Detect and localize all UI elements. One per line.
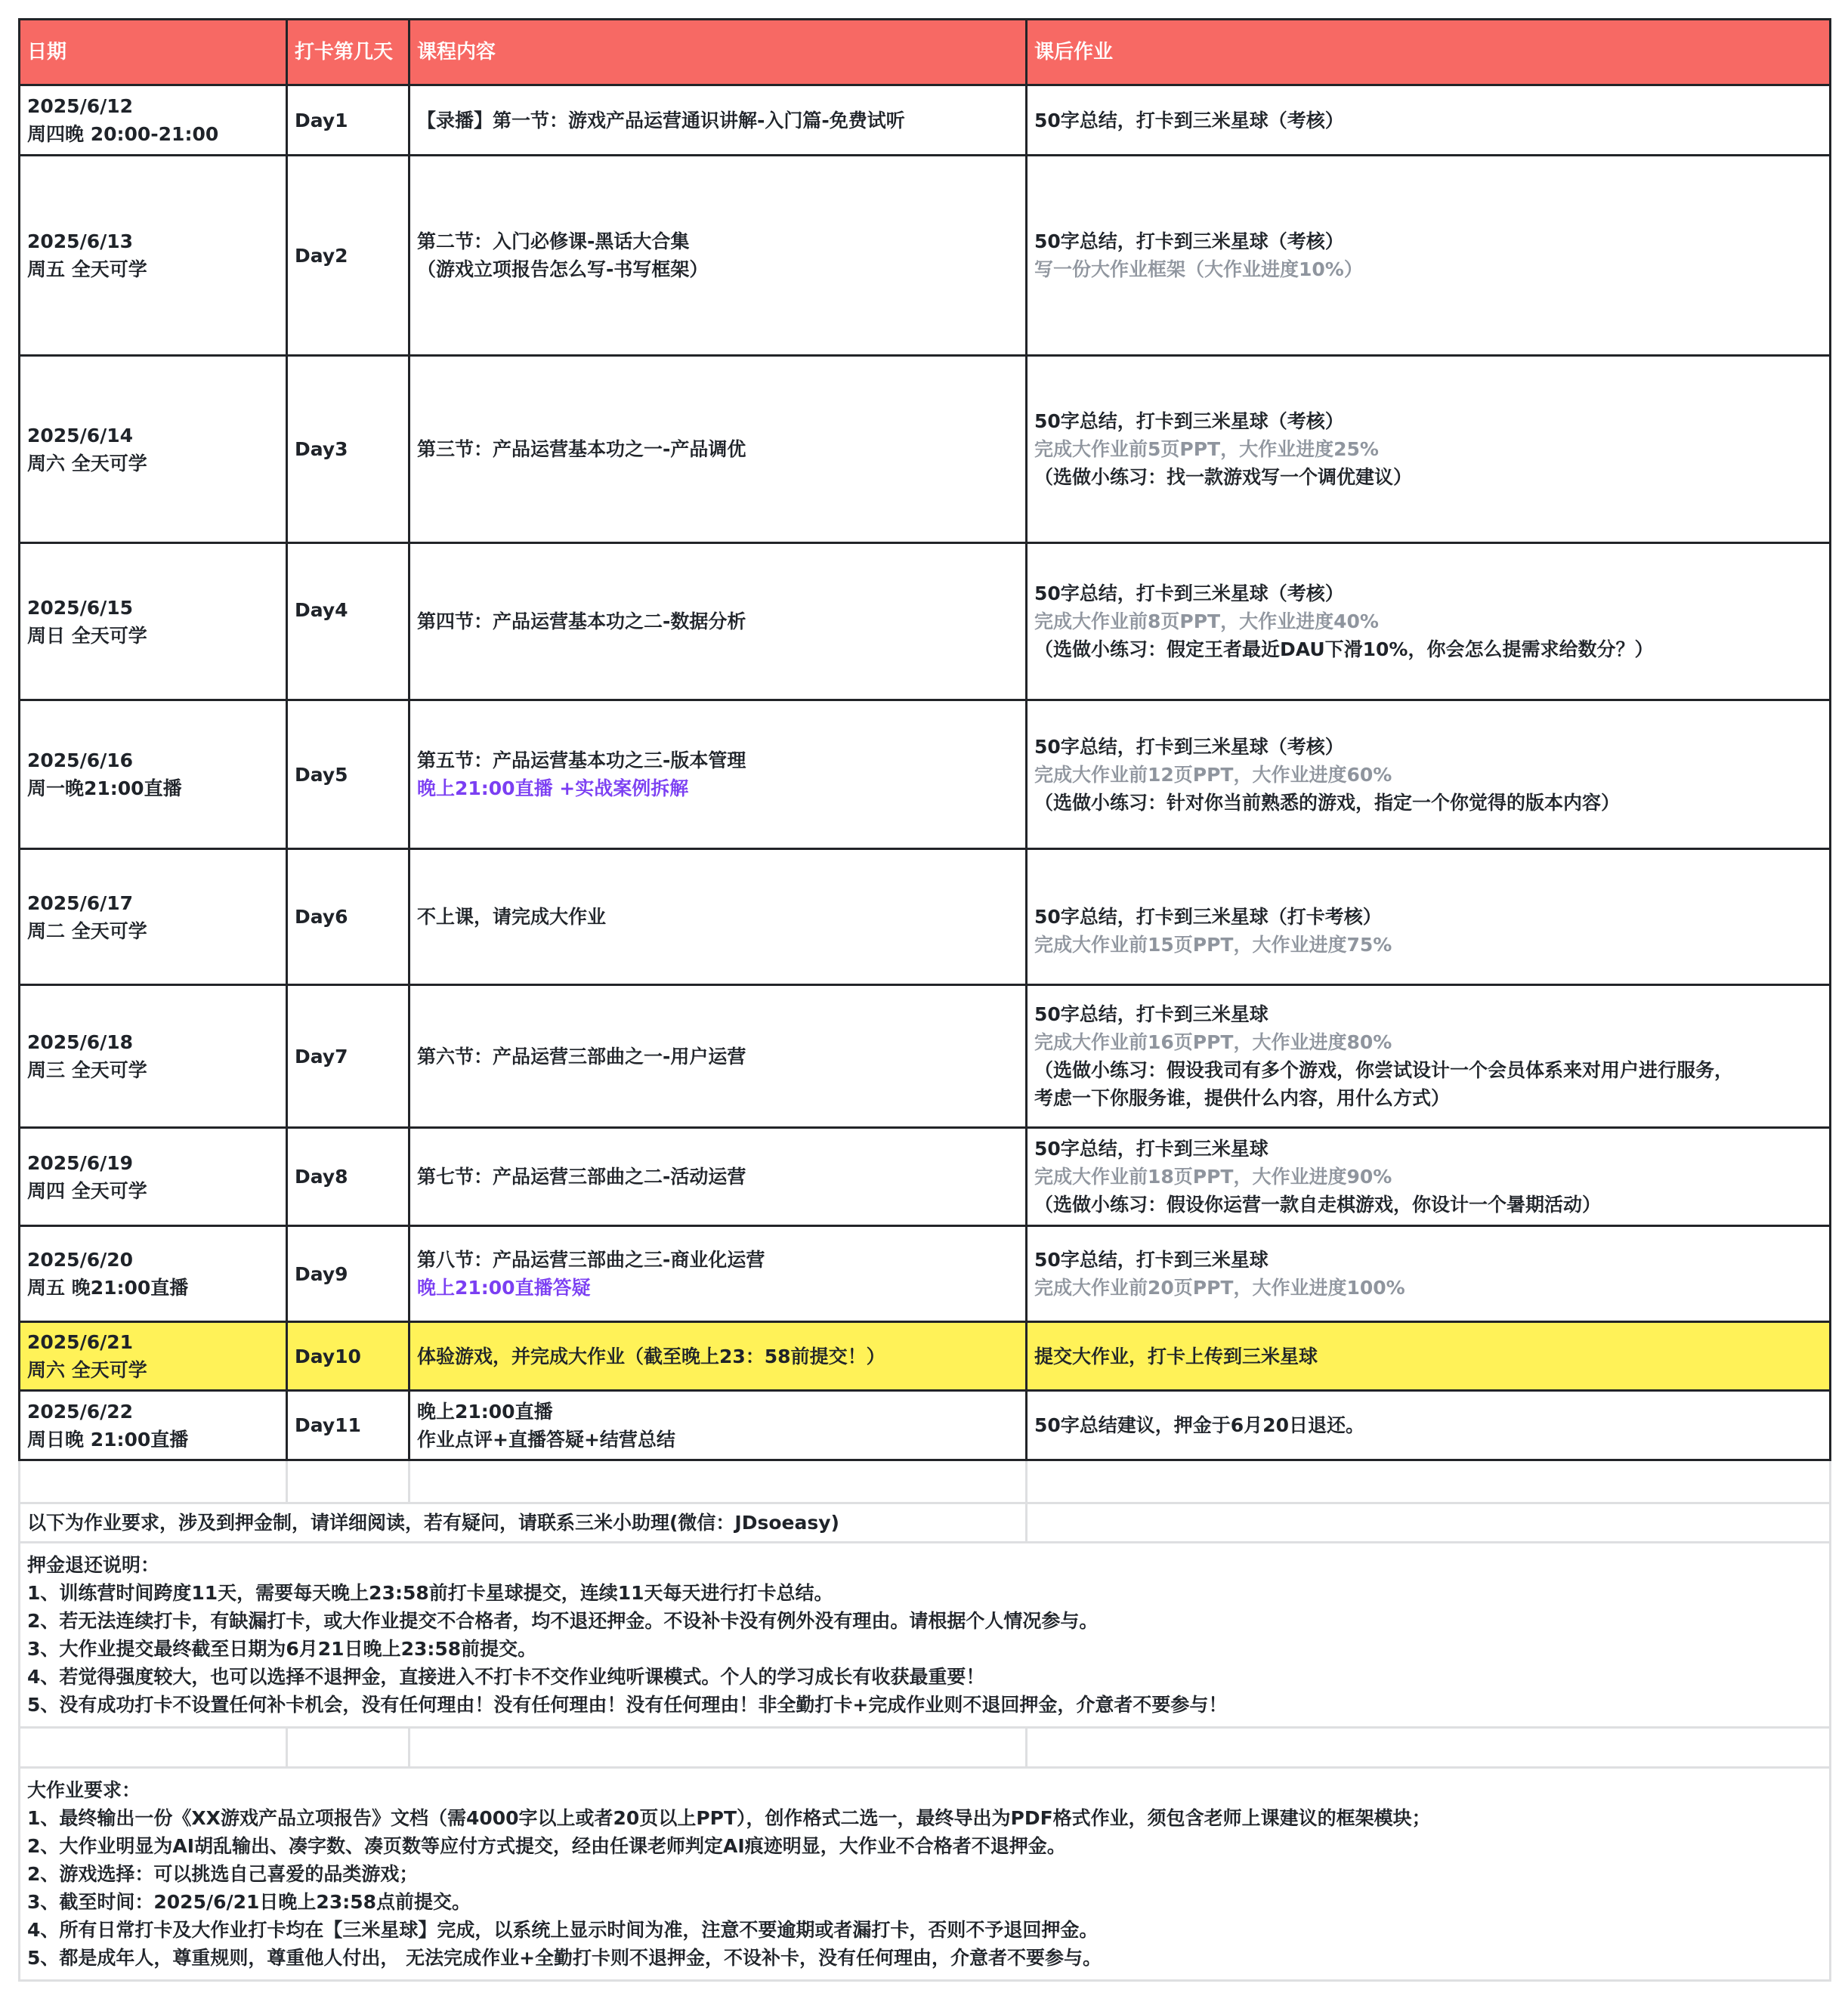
course-cell[interactable] [409, 985, 1027, 1128]
homework-progress: 完成大作业前18页PPT，大作业进度90% [1034, 1166, 1392, 1188]
date-text: 2025/6/13 [27, 230, 134, 252]
notice-row [20, 1503, 1831, 1542]
day-cell[interactable]: Day8 [287, 1128, 409, 1226]
requirement-item: 3、截至时间：2025/6/21日晚上23:58点前提交。 [27, 1890, 471, 1913]
time-text: 周三 全天可学 [27, 1059, 147, 1081]
empty-cell[interactable] [409, 1727, 1027, 1767]
time-text: 周四晚 20:00-21:00 [27, 123, 219, 145]
date-cell[interactable] [20, 156, 287, 356]
time-text: 周五 晚21:00直播 [27, 1277, 189, 1299]
course-text: 第四节：产品运营基本功之二-数据分析 [417, 610, 746, 632]
header-day[interactable]: 打卡第几天 [287, 20, 409, 85]
header-course[interactable]: 课程内容 [409, 20, 1027, 85]
homework-progress: 写一份大作业框架（大作业进度10%） [1034, 258, 1363, 280]
date-cell[interactable] [20, 85, 287, 156]
time-text: 周四 全天可学 [27, 1179, 147, 1202]
time-text: 周一晚21:00直播 [27, 777, 182, 799]
homework-exercise-cont: 考虑一下你服务谁，提供什么内容，用什么方式） [1034, 1087, 1451, 1109]
homework-progress: 完成大作业前5页PPT，大作业进度25% [1034, 438, 1379, 460]
empty-cell[interactable] [1027, 1461, 1831, 1503]
empty-cell[interactable] [287, 1727, 409, 1767]
course-text: 【录播】第一节：游戏产品运营通识讲解-入门篇-免费试听 [417, 109, 905, 131]
homework-cell[interactable] [1027, 156, 1831, 356]
empty-cell[interactable] [1027, 1727, 1831, 1767]
table-row [20, 1391, 1831, 1460]
day-cell[interactable]: Day6 [287, 849, 409, 985]
course-cell[interactable] [409, 543, 1027, 700]
requirements-row [20, 1767, 1831, 1980]
day-cell[interactable]: Day2 [287, 156, 409, 356]
notes-table [18, 1461, 1831, 1982]
requirement-item: 4、所有日常打卡及大作业打卡均在【三米星球】完成，以系统上显示时间为准，注意不要逾期或者漏打卡，否则不予退回押金。 [27, 1918, 1099, 1941]
table-row [20, 985, 1831, 1128]
table-row [20, 156, 1831, 356]
table-row [20, 1226, 1831, 1322]
requirements-title: 大作业要求： [27, 1778, 141, 1801]
day-cell[interactable]: Day5 [287, 700, 409, 849]
notice-text: 以下为作业要求，涉及到押金制，请详细阅读，若有疑问，请联系三米小助理(微信：JDsoeasy) [27, 1511, 839, 1534]
time-text: 周二 全天可学 [27, 919, 147, 942]
homework-text: 50字总结建议，押金于6月20日退还。 [1034, 1414, 1364, 1436]
course-cell[interactable] [409, 1322, 1027, 1391]
course-text: 体验游戏，并完成大作业（截至晚上23：58前提交！） [417, 1345, 885, 1367]
course-cell[interactable] [409, 1128, 1027, 1226]
date-text: 2025/6/18 [27, 1031, 134, 1053]
time-text: 周日 全天可学 [27, 624, 147, 647]
course-cell[interactable] [409, 849, 1027, 985]
date-cell[interactable] [20, 985, 287, 1128]
homework-progress: 完成大作业前8页PPT，大作业进度40% [1034, 610, 1379, 632]
deposit-row [20, 1542, 1831, 1727]
requirement-item: 1、最终输出一份《XX游戏产品立项报告》文档（需4000字以上或者20页以上PPT），创作格式二选一，最终导出为PDF格式作业，须包含老师上课建议的框架模块； [27, 1806, 1431, 1829]
course-cell[interactable] [409, 700, 1027, 849]
day-cell[interactable]: Day1 [287, 85, 409, 156]
day-cell[interactable]: Day7 [287, 985, 409, 1128]
course-subtext: （游戏立项报告怎么写-书写框架） [417, 258, 709, 280]
homework-cell[interactable] [1027, 543, 1831, 700]
course-cell[interactable] [409, 356, 1027, 543]
empty-cell[interactable] [1027, 1503, 1831, 1542]
table-row-highlighted [20, 1322, 1831, 1391]
date-text: 2025/6/20 [27, 1249, 134, 1271]
course-text: 第六节：产品运营三部曲之一-用户运营 [417, 1045, 746, 1068]
homework-exercise: （选做小练习：针对你当前熟悉的游戏，指定一个你觉得的版本内容） [1034, 791, 1621, 814]
day-cell[interactable]: Day10 [287, 1322, 409, 1391]
empty-cell[interactable] [20, 1727, 287, 1767]
homework-cell[interactable] [1027, 1322, 1831, 1391]
date-text: 2025/6/22 [27, 1400, 134, 1423]
requirements-cell[interactable] [20, 1767, 1831, 1980]
homework-text: 50字总结，打卡到三米星球（考核） [1034, 410, 1344, 432]
header-row [20, 20, 1831, 85]
date-cell[interactable] [20, 1322, 287, 1391]
empty-cell[interactable] [409, 1461, 1027, 1503]
course-cell[interactable] [409, 85, 1027, 156]
homework-cell[interactable] [1027, 700, 1831, 849]
homework-progress: 完成大作业前16页PPT，大作业进度80% [1034, 1031, 1392, 1053]
spreadsheet [18, 18, 1831, 1982]
table-row [20, 1128, 1831, 1226]
homework-exercise: （选做小练习：假设你运营一款自走棋游戏，你设计一个暑期活动） [1034, 1194, 1602, 1216]
day-cell[interactable]: Day11 [287, 1391, 409, 1460]
homework-text: 提交大作业，打卡上传到三米星球 [1034, 1345, 1318, 1367]
course-text: 第二节：入门必修课-黑话大合集 [417, 230, 690, 252]
course-live-note: 晚上21:00直播答疑 [417, 1277, 591, 1299]
homework-text: 50字总结，打卡到三米星球 [1034, 1249, 1269, 1271]
date-text: 2025/6/12 [27, 95, 134, 117]
deposit-rule: 2、若无法连续打卡，有缺漏打卡，或大作业提交不合格者，均不退还押金。不设补卡没有例外没有理由。请根据个人情况参与。 [27, 1609, 1099, 1632]
homework-progress: 完成大作业前20页PPT，大作业进度100% [1034, 1277, 1405, 1299]
date-cell[interactable] [20, 543, 287, 700]
time-text: 周日晚 21:00直播 [27, 1428, 189, 1451]
header-date[interactable]: 日期 [20, 20, 287, 85]
homework-exercise: （选做小练习：找一款游戏写一个调优建议） [1034, 466, 1413, 488]
day-cell[interactable]: Day4 [287, 543, 409, 700]
homework-cell[interactable] [1027, 985, 1831, 1128]
homework-text: 50字总结，打卡到三米星球（打卡考核） [1034, 905, 1382, 928]
date-text: 2025/6/17 [27, 891, 134, 914]
time-text: 周六 全天可学 [27, 1359, 147, 1381]
homework-text: 50字总结，打卡到三米星球 [1034, 1003, 1269, 1025]
homework-cell[interactable] [1027, 356, 1831, 543]
deposit-cell[interactable] [20, 1542, 1831, 1727]
course-text: 第七节：产品运营三部曲之二-活动运营 [417, 1166, 746, 1188]
course-cell[interactable] [409, 156, 1027, 356]
deposit-rule: 5、没有成功打卡不设置任何补卡机会，没有任何理由！没有任何理由！没有任何理由！非全勤打卡+完成作业则不退回押金，介意者不要参与！ [27, 1693, 1228, 1716]
date-text: 2025/6/21 [27, 1331, 134, 1353]
table-row [20, 849, 1831, 985]
homework-exercise: （选做小练习：假定王者最近DAU下滑10%，你会怎么提需求给数分？） [1034, 638, 1654, 660]
day-cell[interactable]: Day9 [287, 1226, 409, 1322]
deposit-rule: 1、训练营时间跨度11天，需要每天晚上23:58前打卡星球提交，连续11天每天进行打卡总结。 [27, 1581, 833, 1604]
homework-text: 50字总结，打卡到三米星球（考核） [1034, 582, 1344, 604]
empty-row [20, 1727, 1831, 1767]
homework-exercise: （选做小练习：假设我司有多个游戏，你尝试设计一个会员体系来对用户进行服务， [1034, 1059, 1734, 1081]
homework-progress: 完成大作业前15页PPT，大作业进度75% [1034, 933, 1392, 956]
date-text: 2025/6/15 [27, 596, 134, 619]
deposit-rule: 3、大作业提交最终截至日期为6月21日晚上23:58前提交。 [27, 1637, 537, 1660]
requirement-item: 5、都是成年人，尊重规则，尊重他人付出， 无法完成作业+全勤打卡则不退押金，不设补卡，没有任何理由，介意者不要参与。 [27, 1946, 1102, 1969]
time-text: 周六 全天可学 [27, 452, 147, 474]
course-text: 第八节：产品运营三部曲之三-商业化运营 [417, 1249, 765, 1271]
homework-text: 50字总结，打卡到三米星球（考核） [1034, 735, 1344, 758]
date-cell[interactable] [20, 356, 287, 543]
homework-text: 50字总结，打卡到三米星球（考核） [1034, 109, 1344, 131]
course-text: 第三节：产品运营基本功之一-产品调优 [417, 438, 746, 460]
time-text: 周五 全天可学 [27, 258, 147, 280]
course-subtext: 作业点评+直播答疑+结营总结 [417, 1428, 675, 1451]
table-row [20, 85, 1831, 156]
table-row [20, 356, 1831, 543]
course-live-note: 晚上21:00直播 +实战案例拆解 [417, 777, 689, 799]
notice-cell[interactable] [20, 1503, 1027, 1542]
course-text: 第五节：产品运营基本功之三-版本管理 [417, 749, 746, 771]
deposit-title: 押金退还说明： [27, 1553, 160, 1576]
date-cell[interactable] [20, 700, 287, 849]
homework-cell[interactable] [1027, 1391, 1831, 1460]
homework-progress: 完成大作业前12页PPT，大作业进度60% [1034, 763, 1392, 786]
schedule-table [18, 18, 1831, 1461]
course-text: 不上课，请完成大作业 [417, 906, 607, 928]
date-text: 2025/6/14 [27, 424, 134, 446]
date-cell[interactable] [20, 1226, 287, 1322]
homework-cell[interactable] [1027, 849, 1831, 985]
date-cell[interactable] [20, 1128, 287, 1226]
homework-cell[interactable] [1027, 85, 1831, 156]
empty-cell[interactable] [20, 1461, 287, 1503]
day-cell[interactable]: Day3 [287, 356, 409, 543]
requirement-item: 2、大作业明显为AI胡乱输出、凑字数、凑页数等应付方式提交，经由任课老师判定AI痕迹明显，大作业不合格者不退押金。 [27, 1834, 1066, 1857]
table-row [20, 700, 1831, 849]
homework-cell[interactable] [1027, 1128, 1831, 1226]
homework-text: 50字总结，打卡到三米星球（考核） [1034, 230, 1344, 252]
homework-text: 50字总结，打卡到三米星球 [1034, 1138, 1269, 1160]
date-text: 2025/6/16 [27, 749, 134, 771]
requirement-item: 2、游戏选择：可以挑选自己喜爱的品类游戏； [27, 1862, 419, 1885]
course-text: 晚上21:00直播 [417, 1400, 553, 1423]
table-row [20, 543, 1831, 700]
empty-cell[interactable] [287, 1461, 409, 1503]
date-cell[interactable] [20, 849, 287, 985]
deposit-rule: 4、若觉得强度较大，也可以选择不退押金，直接进入不打卡不交作业纯听课模式。个人的学习成长有收获最重要！ [27, 1665, 985, 1688]
course-cell[interactable] [409, 1391, 1027, 1460]
empty-row [20, 1461, 1831, 1503]
header-homework[interactable]: 课后作业 [1027, 20, 1831, 85]
date-text: 2025/6/19 [27, 1151, 134, 1174]
homework-cell[interactable] [1027, 1226, 1831, 1322]
date-cell[interactable] [20, 1391, 287, 1460]
course-cell[interactable] [409, 1226, 1027, 1322]
